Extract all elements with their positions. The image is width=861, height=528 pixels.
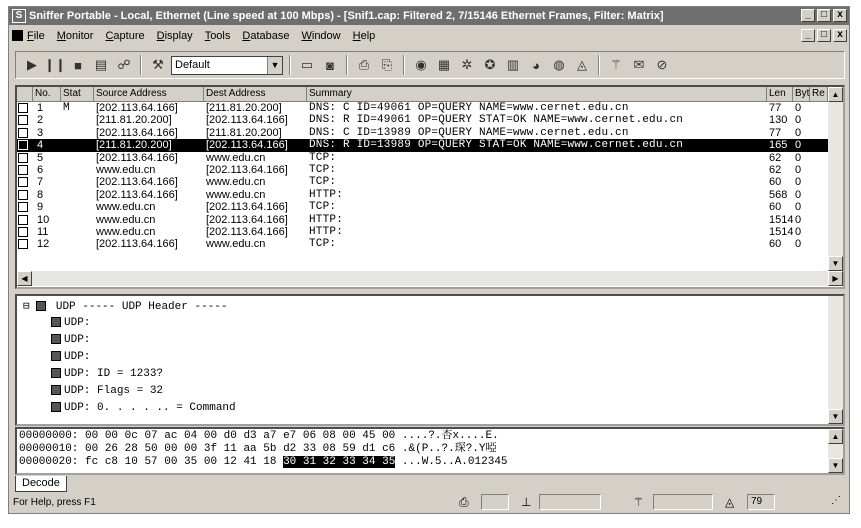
decode-line-text: ID = 1233? bbox=[97, 368, 164, 380]
dashboard-icon[interactable]: ◉ bbox=[415, 57, 427, 72]
chevron-down-icon[interactable]: ▼ bbox=[267, 57, 282, 74]
maximize-button[interactable]: □ bbox=[817, 9, 831, 22]
resize-grip-icon[interactable]: ⋰ bbox=[831, 495, 841, 506]
row-source: www.edu.cn bbox=[96, 201, 156, 214]
row-checkbox[interactable] bbox=[18, 140, 28, 150]
decode-line[interactable] bbox=[51, 384, 163, 398]
row-source: www.edu.cn bbox=[96, 213, 156, 226]
expert-status-icon: ⚚ bbox=[633, 495, 644, 509]
row-no: 6 bbox=[37, 164, 44, 176]
printer-status-icon: ⎙ bbox=[459, 495, 469, 509]
row-checkbox[interactable] bbox=[18, 115, 28, 125]
decode-line-text: 0. . . . .. = Command bbox=[97, 402, 236, 414]
field-node-icon bbox=[51, 368, 61, 378]
row-checkbox[interactable] bbox=[18, 227, 28, 237]
scroll-down-icon[interactable]: ▼ bbox=[828, 256, 843, 271]
row-rel: 0 bbox=[795, 102, 802, 114]
row-no: 11 bbox=[37, 226, 49, 238]
filter-select[interactable] bbox=[171, 56, 283, 75]
row-rel: 0 bbox=[795, 126, 802, 139]
table-row[interactable] bbox=[17, 164, 828, 176]
decode-line[interactable] bbox=[51, 367, 163, 381]
row-dest: [211.81.20.200] bbox=[206, 102, 282, 114]
mdi-close-button[interactable]: x bbox=[833, 29, 847, 42]
row-dest: www.edu.cn bbox=[206, 176, 266, 189]
decode-line-label: UDP: bbox=[64, 351, 91, 363]
row-no: 4 bbox=[37, 139, 44, 152]
udp-header-node[interactable] bbox=[23, 300, 227, 314]
capture-stop-view-icon[interactable]: ▤ bbox=[94, 57, 108, 72]
packet-list-hscroll[interactable] bbox=[17, 271, 843, 286]
hex-bytes-highlight: 30 31 32 33 34 35 bbox=[283, 456, 396, 468]
row-summary: HTTP: bbox=[309, 213, 344, 226]
row-len: 77 bbox=[769, 126, 782, 139]
row-no: 3 bbox=[37, 126, 44, 139]
field-node-icon bbox=[51, 385, 61, 395]
row-summary: TCP: bbox=[309, 176, 337, 189]
capture-status-icon: ⊥ bbox=[521, 495, 532, 509]
column-dest-address[interactable]: Dest Address bbox=[204, 87, 307, 102]
row-checkbox[interactable] bbox=[18, 190, 28, 200]
menu-capture[interactable]: Capture bbox=[105, 30, 145, 42]
status-box-1 bbox=[481, 494, 509, 510]
collapse-icon[interactable]: ⊟ bbox=[23, 301, 30, 313]
decode-line-label: UDP: bbox=[64, 385, 91, 397]
packet-list-pane bbox=[15, 85, 845, 289]
scroll-up-icon[interactable]: ▲ bbox=[828, 429, 843, 444]
hex-line[interactable] bbox=[19, 456, 508, 468]
row-dest: www.edu.cn bbox=[206, 188, 266, 201]
row-rel: 0 bbox=[795, 201, 802, 214]
alarm-status-icon: ◬ bbox=[725, 495, 735, 509]
row-summary: DNS: R ID=13989 OP=QUERY STAT=OK NAME=www.cernet.edu.cn bbox=[309, 139, 684, 152]
decode-line[interactable] bbox=[51, 316, 90, 330]
decode-line[interactable] bbox=[51, 350, 90, 364]
row-source: [211.81.20.200] bbox=[96, 139, 172, 152]
row-summary: HTTP: bbox=[309, 188, 344, 201]
row-dest: www.edu.cn bbox=[206, 151, 266, 164]
hex-bytes: fc c8 10 57 00 35 00 12 41 18 bbox=[85, 456, 284, 468]
row-checkbox[interactable] bbox=[18, 165, 28, 175]
row-len: 62 bbox=[769, 164, 782, 176]
table-row[interactable] bbox=[17, 176, 828, 188]
row-len: 568 bbox=[769, 188, 788, 201]
sniffer-app-icon: S bbox=[12, 9, 26, 23]
row-dest: [211.81.20.200] bbox=[206, 126, 282, 139]
table-row[interactable] bbox=[17, 139, 828, 151]
decode-line-label: UDP: bbox=[64, 317, 91, 329]
field-node-icon bbox=[51, 402, 61, 412]
row-dest: www.edu.cn bbox=[206, 238, 266, 251]
hex-line[interactable] bbox=[19, 430, 499, 442]
row-rel: 0 bbox=[795, 164, 802, 176]
scroll-down-icon[interactable]: ▼ bbox=[828, 409, 843, 424]
hex-offset: 00000010: bbox=[19, 443, 79, 455]
tab-decode[interactable]: Decode bbox=[15, 476, 67, 492]
pause-icon[interactable]: ❙❙ bbox=[44, 57, 66, 72]
row-summary: DNS: C ID=49061 OP=QUERY NAME=www.cernet.edu.cn bbox=[309, 102, 629, 114]
row-len: 60 bbox=[769, 201, 782, 214]
row-len: 1514 bbox=[769, 213, 793, 226]
row-source: [202.113.64.166] bbox=[96, 102, 178, 114]
menu-tools[interactable]: Tools bbox=[204, 30, 231, 42]
decode-line[interactable] bbox=[51, 401, 236, 415]
table-row[interactable] bbox=[17, 214, 828, 226]
table-row[interactable] bbox=[17, 238, 828, 250]
row-len: 77 bbox=[769, 102, 782, 114]
row-summary: TCP: bbox=[309, 238, 337, 251]
scroll-left-icon[interactable]: ◀ bbox=[17, 271, 32, 286]
row-no: 9 bbox=[37, 201, 44, 214]
row-len: 130 bbox=[769, 114, 788, 127]
row-checkbox[interactable] bbox=[18, 177, 28, 187]
row-checkbox[interactable] bbox=[18, 215, 28, 225]
stop-sign-icon[interactable]: ⊘ bbox=[656, 57, 668, 72]
row-summary: TCP: bbox=[309, 164, 337, 176]
row-checkbox[interactable] bbox=[18, 239, 28, 249]
hex-bytes: 00 00 0c 07 ac 04 00 d0 d3 a7 e7 06 08 00 45 00 bbox=[85, 430, 396, 442]
row-source: [202.113.64.166] bbox=[96, 176, 178, 189]
table-row[interactable] bbox=[17, 114, 828, 126]
row-rel: 0 bbox=[795, 213, 802, 226]
decode-line-text: Flags = 32 bbox=[97, 385, 164, 397]
hex-bytes: 00 26 28 50 00 00 3f 11 aa 5b d2 33 08 59 d1 c6 bbox=[85, 443, 396, 455]
application-response-icon[interactable]: ✪ bbox=[484, 57, 496, 72]
binoculars-icon[interactable]: ☍ bbox=[117, 57, 131, 72]
row-rel: 0 bbox=[795, 151, 802, 164]
status-help-text: For Help, press F1 bbox=[13, 496, 96, 508]
decode-vscroll[interactable] bbox=[828, 296, 843, 424]
mdi-restore-button[interactable]: □ bbox=[817, 29, 831, 42]
menu-file[interactable]: File bbox=[27, 30, 45, 42]
row-dest: [202.113.64.166] bbox=[206, 213, 288, 226]
minimize-button[interactable]: _ bbox=[801, 9, 815, 22]
row-source: [202.113.64.166] bbox=[96, 238, 178, 251]
history-samples-icon[interactable]: ▥ bbox=[506, 57, 520, 72]
row-dest: [202.113.64.166] bbox=[206, 201, 288, 214]
column-bytes[interactable]: Byt bbox=[793, 87, 810, 102]
row-source: [202.113.64.166] bbox=[96, 188, 178, 201]
row-rel: 0 bbox=[795, 114, 802, 127]
mdi-minimize-button[interactable]: _ bbox=[801, 29, 815, 42]
row-source: [202.113.64.166] bbox=[96, 151, 178, 164]
row-rel: 0 bbox=[795, 139, 802, 152]
menu-monitor[interactable]: Monitor bbox=[56, 30, 94, 42]
row-len: 165 bbox=[769, 139, 788, 152]
play-icon[interactable]: ▶ bbox=[27, 57, 37, 72]
row-rel: 0 bbox=[795, 238, 802, 251]
table-row[interactable] bbox=[17, 102, 828, 114]
menu-display[interactable]: Display bbox=[156, 30, 193, 42]
protocol-node-icon bbox=[36, 301, 46, 311]
filter-select-value: Default bbox=[175, 59, 210, 71]
header-spacer bbox=[17, 87, 33, 102]
status-box-2 bbox=[539, 494, 601, 510]
row-checkbox[interactable] bbox=[18, 153, 28, 163]
hex-pane bbox=[15, 427, 845, 475]
protocol-distribution-icon[interactable]: ◕ bbox=[532, 57, 540, 73]
matrix-icon[interactable]: ✲ bbox=[461, 57, 473, 72]
row-no: 8 bbox=[37, 188, 44, 201]
row-source: www.edu.cn bbox=[96, 226, 156, 238]
table-row[interactable] bbox=[17, 127, 828, 139]
hex-ascii: ...W.5..A.012345 bbox=[395, 456, 508, 468]
row-dest: [202.113.64.166] bbox=[206, 114, 288, 127]
decode-pane bbox=[15, 294, 845, 426]
decode-line-label: UDP: bbox=[64, 368, 91, 380]
decode-line-label: UDP: bbox=[64, 334, 91, 346]
row-no: 1 bbox=[37, 102, 44, 114]
print-preview-icon[interactable]: ⎘ bbox=[381, 57, 393, 72]
row-rel: 0 bbox=[795, 188, 802, 201]
packet-list-vscroll[interactable] bbox=[828, 87, 843, 271]
hex-line[interactable] bbox=[19, 443, 497, 455]
row-no: 10 bbox=[37, 213, 50, 226]
row-no: 7 bbox=[37, 176, 44, 189]
toolbar bbox=[15, 51, 845, 79]
row-summary: DNS: C ID=13989 OP=QUERY NAME=www.cernet.edu.cn bbox=[309, 126, 629, 139]
status-bar bbox=[9, 491, 849, 513]
stop-icon[interactable]: ■ bbox=[74, 57, 82, 73]
row-len: 60 bbox=[769, 238, 782, 251]
row-summary: DNS: R ID=49061 OP=QUERY STAT=OK NAME=www.cernet.edu.cn bbox=[309, 114, 684, 127]
row-summary: TCP: bbox=[309, 201, 337, 214]
host-table-icon[interactable]: ▦ bbox=[437, 57, 451, 72]
row-dest: [202.113.64.166] bbox=[206, 226, 288, 238]
row-rel: 0 bbox=[795, 226, 802, 238]
hex-vscroll[interactable] bbox=[828, 429, 843, 473]
table-row[interactable] bbox=[17, 189, 828, 201]
row-dest: [202.113.64.166] bbox=[206, 139, 288, 152]
window-title: Sniffer Portable - Local, Ethernet (Line speed at 100 Mbps) - [Snif1.cap: Filtered 2, 7/15146 Ethernet Frames, Filter: Matrix] bbox=[29, 10, 664, 22]
row-checkbox[interactable] bbox=[18, 128, 28, 138]
open-folder-icon[interactable]: ▭ bbox=[300, 57, 314, 72]
print-icon[interactable]: ⎙ bbox=[358, 57, 370, 72]
column-source-address[interactable]: Source Address bbox=[94, 87, 204, 102]
row-summary: TCP: bbox=[309, 151, 337, 164]
hex-ascii: .&(P..?.琛?.Y啞 bbox=[395, 443, 497, 455]
scroll-right-icon[interactable]: ▶ bbox=[828, 271, 843, 286]
decode-line[interactable] bbox=[51, 333, 90, 347]
packet-list-header bbox=[17, 87, 828, 102]
row-rel: 0 bbox=[795, 176, 802, 189]
menu-database[interactable]: Database bbox=[242, 30, 290, 42]
row-checkbox[interactable] bbox=[18, 202, 28, 212]
table-row[interactable] bbox=[17, 152, 828, 164]
table-row[interactable] bbox=[17, 226, 828, 238]
title-bar bbox=[9, 7, 849, 25]
row-source: www.edu.cn bbox=[96, 164, 156, 176]
table-row[interactable] bbox=[17, 201, 828, 213]
status-box-3 bbox=[653, 494, 713, 510]
scroll-up-icon[interactable]: ▲ bbox=[828, 87, 843, 102]
menu-help[interactable]: Help bbox=[352, 30, 376, 42]
row-len: 62 bbox=[769, 151, 782, 164]
row-source: [202.113.64.166] bbox=[96, 126, 178, 139]
expert-icon[interactable]: ⚚ bbox=[610, 57, 622, 72]
save-icon[interactable]: ◙ bbox=[326, 57, 334, 73]
row-len: 1514 bbox=[769, 226, 793, 238]
alarm-log-icon[interactable]: ◬ bbox=[577, 57, 587, 72]
row-checkbox[interactable] bbox=[18, 103, 28, 113]
column-rel[interactable]: Re bbox=[810, 87, 828, 102]
sniffer-window bbox=[8, 6, 850, 514]
hex-offset: 00000020: bbox=[19, 456, 79, 468]
column-status[interactable]: Stat bbox=[61, 87, 94, 102]
hex-ascii: ....?.杏x....E. bbox=[395, 430, 499, 442]
row-no: 12 bbox=[37, 238, 50, 251]
column-summary[interactable]: Summary bbox=[307, 87, 767, 102]
scroll-down-icon[interactable]: ▼ bbox=[828, 458, 843, 473]
row-len: 60 bbox=[769, 176, 782, 189]
decode-line-label: UDP: bbox=[64, 402, 91, 414]
field-node-icon bbox=[51, 334, 61, 344]
row-no: 2 bbox=[37, 114, 44, 127]
define-filter-icon[interactable]: ⚒ bbox=[152, 57, 164, 72]
menu-window[interactable]: Window bbox=[301, 30, 341, 42]
column-len[interactable]: Len bbox=[767, 87, 793, 102]
global-statistics-icon[interactable]: ◍ bbox=[553, 57, 565, 72]
row-status: M bbox=[63, 102, 70, 114]
row-dest: [202.113.64.166] bbox=[206, 164, 288, 176]
row-summary: HTTP: bbox=[309, 226, 344, 238]
menu-bar bbox=[9, 26, 849, 46]
row-source: [211.81.20.200] bbox=[96, 114, 172, 127]
hex-offset: 00000000: bbox=[19, 430, 79, 442]
address-book-icon[interactable]: ✉ bbox=[633, 57, 645, 72]
field-node-icon bbox=[51, 351, 61, 361]
status-count: 79 bbox=[747, 494, 775, 510]
row-no: 5 bbox=[37, 151, 44, 164]
udp-header-label: UDP ----- UDP Header ----- bbox=[55, 301, 228, 313]
field-node-icon bbox=[51, 317, 61, 327]
column-no[interactable]: No. bbox=[33, 87, 61, 102]
close-button[interactable]: x bbox=[833, 9, 847, 22]
